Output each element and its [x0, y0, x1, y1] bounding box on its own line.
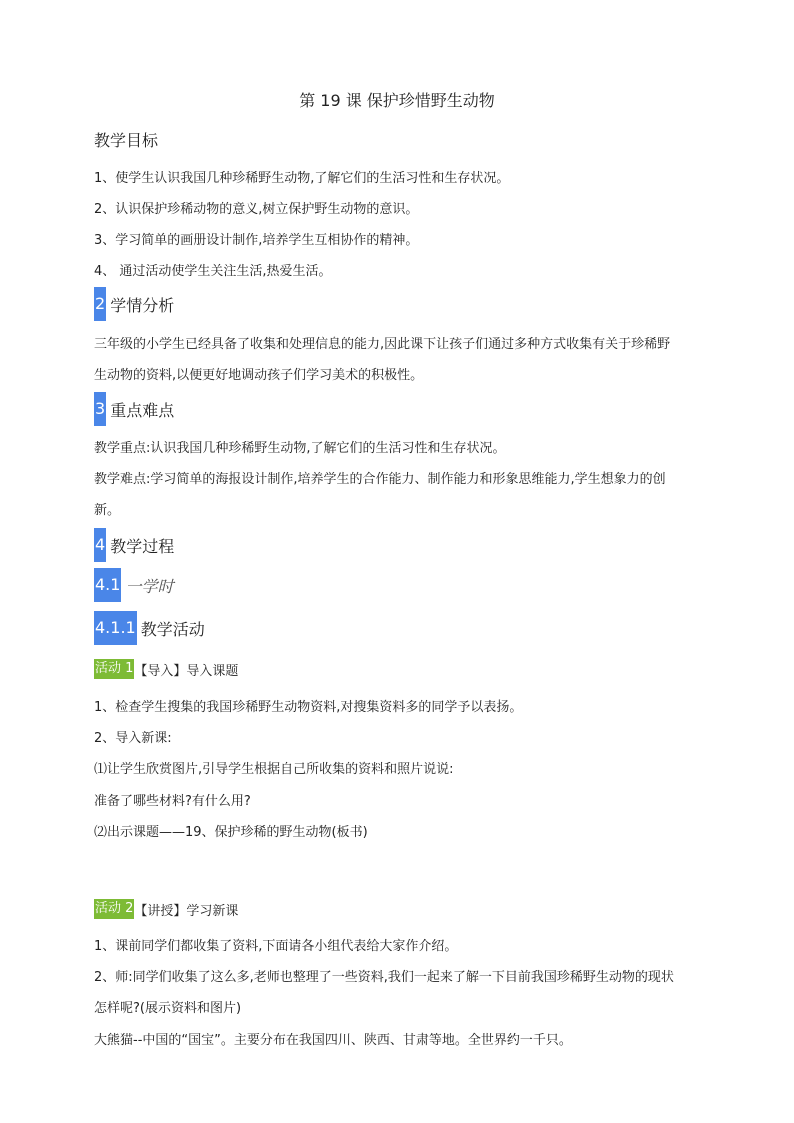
section-number-badge: 4: [94, 528, 106, 562]
objectives-heading: 教学目标: [94, 131, 159, 150]
paragraph-line: 2、师:同学们收集了这么多,老师也整理了一些资料,我们一起来了解一下目前我国珍稀野生动物的现状: [94, 970, 674, 985]
section-3-heading: 3 重点难点: [94, 392, 174, 426]
paragraph-line: 怎样呢?(展示资料和图片): [94, 1001, 242, 1016]
paragraph-line: 1、课前同学们都收集了资料,下面请各小组代表给大家作介绍。: [94, 939, 458, 954]
section-2-heading: 2 学情分析: [94, 287, 174, 321]
paragraph-line: 准备了哪些材料?有什么用?: [94, 794, 251, 809]
objective-4: 4、 通过活动使学生关注生活,热爱生活。: [94, 264, 332, 279]
activity-badge: 活动 1: [94, 659, 134, 679]
section-4-heading: 4 教学过程: [94, 528, 174, 562]
section-number-badge: 4.1: [94, 568, 121, 602]
section-number-badge: 2: [94, 287, 106, 321]
paragraph-line: 教学难点:学习简单的海报设计制作,培养学生的合作能力、制作能力和形象思维能力,学生想象力的创: [94, 472, 666, 487]
activity-1-heading: 活动 1 【导入】导入课题: [95, 661, 239, 679]
lesson-title: 第 19 课 保护珍惜野生动物: [299, 91, 495, 110]
section-4-1-1-heading: 4.1.1 教学活动: [94, 611, 205, 645]
paragraph-line: 大熊猫--中国的“国宝”。主要分布在我国四川、陕西、甘肃等地。全世界约一千只。: [94, 1033, 572, 1048]
paragraph-line: ⑵出示课题——19、保护珍稀的野生动物(板书): [94, 825, 368, 840]
paragraph-line: ⑴让学生欣赏图片,引导学生根据自己所收集的资料和照片说说:: [94, 762, 454, 777]
objective-3: 3、学习简单的画册设计制作,培养学生互相协作的精神。: [94, 233, 419, 248]
section-number-badge: 4.1.1: [94, 611, 137, 645]
activity-2-heading: 活动 2 【讲授】学习新课: [95, 901, 239, 919]
paragraph-line: 教学重点:认识我国几种珍稀野生动物,了解它们的生活习性和生存状况。: [94, 441, 506, 456]
section-4-1-heading: 4.1 一学时: [94, 568, 173, 602]
paragraph-line: 生动物的资料,以便更好地调动孩子们学习美术的积极性。: [94, 368, 424, 383]
objective-2: 2、认识保护珍稀动物的意义,树立保护野生动物的意识。: [94, 202, 419, 217]
activity-badge: 活动 2: [94, 899, 134, 919]
paragraph-line: 新。: [94, 503, 121, 518]
paragraph-line: 1、检查学生搜集的我国珍稀野生动物资料,对搜集资料多的同学予以表扬。: [94, 700, 523, 715]
objective-1: 1、使学生认识我国几种珍稀野生动物,了解它们的生活习性和生存状况。: [94, 171, 510, 186]
paragraph-line: 2、导入新课:: [94, 731, 172, 746]
section-number-badge: 3: [94, 392, 106, 426]
paragraph-line: 三年级的小学生已经具备了收集和处理信息的能力,因此课下让孩子们通过多种方式收集有关于珍稀野: [94, 337, 671, 352]
